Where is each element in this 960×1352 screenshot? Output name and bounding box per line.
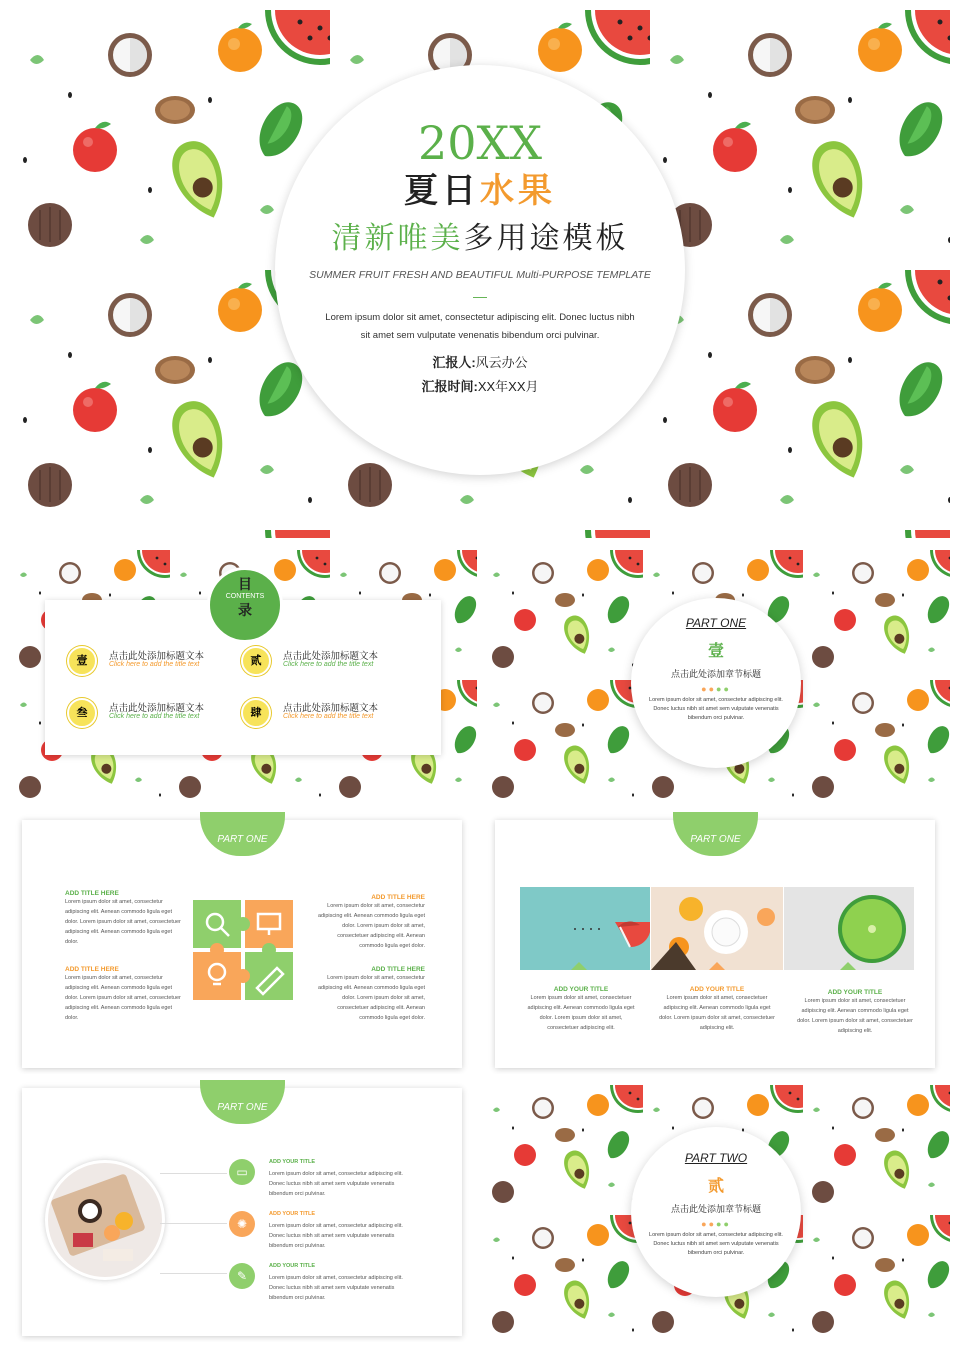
puzzle-slide: [10, 812, 477, 1074]
photo-arrow-2: [709, 962, 725, 970]
part-num: 贰: [707, 1178, 724, 1195]
contents-cn: 点击此处添加标题文本: [283, 651, 379, 662]
cover-circle: [275, 65, 685, 475]
contents-en: Click here to add the title text: [109, 713, 200, 720]
text-block-4: [312, 966, 425, 1023]
part-tab: PART ONE: [673, 812, 758, 856]
part-dots: ●●●●: [701, 684, 731, 694]
photos-slide: [483, 812, 950, 1074]
block-title: ADD TITLE HERE: [371, 894, 425, 901]
list-title: ADD YOUR TITLE: [269, 1211, 316, 1217]
pencil-icon: ✎: [229, 1263, 255, 1289]
list-body: Lorem ipsum dolor sit amet, consectetur adipiscing elit. Donec luctus nibh sit amet sem vulputate venenatis bibendum orci pulvinar.: [269, 1223, 403, 1249]
part-cn: 点击此处添加章节标题: [670, 669, 761, 679]
cover-subtitle-a: 清新唯美: [331, 222, 464, 255]
col-2: [658, 986, 776, 1033]
cover-time: [275, 375, 685, 399]
text-block-2: [65, 966, 185, 1023]
text-block-1: [65, 890, 185, 947]
part-body: Lorem ipsum dolor sit amet, consectetur adipiscing elit. Donec luctus nibh sit amet sem vulputate venenatis bibendum orci pulvinar.: [649, 1232, 783, 1256]
contents-en: Click here to add the title text: [283, 713, 374, 720]
contents-num: 叁: [76, 707, 88, 719]
col-title: ADD YOUR TITLE: [827, 989, 883, 996]
list-body: Lorem ipsum dolor sit amet, consectetur adipiscing elit. Donec luctus nibh sit amet sem vulputate venenatis bibendum orci pulvinar.: [269, 1275, 403, 1301]
reporter-value: 风云办公: [475, 355, 528, 370]
cover-year: 20XX: [417, 116, 543, 170]
cover-title-b: 水果: [480, 172, 556, 210]
text-block-3: [312, 894, 425, 951]
lime-slice-icon: [784, 887, 914, 970]
cover-slide: [10, 0, 950, 538]
part-num: 壹: [707, 643, 724, 660]
lemon-icon: ✺: [229, 1211, 255, 1237]
list-slide: [10, 1080, 477, 1342]
part-two-circle: [631, 1127, 801, 1297]
photo-arrow-3: [840, 962, 856, 970]
contents-en-label: CONTENTS: [225, 593, 265, 600]
block-title: ADD TITLE HERE: [65, 966, 119, 973]
col-title: ADD YOUR TITLE: [689, 986, 745, 993]
part-dots: ●●●●: [701, 1219, 731, 1229]
citrus-juice-icon: [651, 887, 783, 970]
contents-cn: 点击此处添加标题文本: [283, 703, 379, 714]
block-body: Lorem ipsum dolor sit amet, consectetur adipiscing elit. Aenean commodo ligula eget dolor. Lorem ipsum dolor sit amet, consectetuer adipiscing elit. Aenean commodo ligula eget dolor.: [317, 975, 425, 1021]
part-two-slide: [483, 1080, 950, 1342]
cover-title-a: 夏日: [404, 172, 480, 210]
contents-num: 贰: [250, 655, 262, 667]
block-body: Lorem ipsum dolor sit amet, consectetur adipiscing elit. Aenean commodo ligula eget dolor. Lorem ipsum dolor sit amet, consectetuer adipiscing elit. Aenean commodo ligula eget dolor.: [65, 899, 181, 945]
list-body: Lorem ipsum dolor sit amet, consectetur adipiscing elit. Donec luctus nibh sit amet sem vulputate venenatis bibendum orci pulvinar.: [269, 1171, 403, 1197]
block-body: Lorem ipsum dolor sit amet, consectetur adipiscing elit. Aenean commodo ligula eget dolor. Lorem ipsum dolor sit amet, consectetuer adipiscing elit. Aenean commodo ligula eget dolor.: [317, 903, 425, 949]
block-body: Lorem ipsum dolor sit amet, consectetur adipiscing elit. Aenean commodo ligula eget dolor. Lorem ipsum dolor sit amet, consectetuer adipiscing elit. Aenean commodo ligula eget dolor.: [65, 975, 181, 1021]
part-body: Lorem ipsum dolor sit amet, consectetur adipiscing elit. Donec luctus nibh sit amet sem vulputate venenatis bibendum orci pulvinar.: [649, 697, 783, 721]
part-label: PART ONE: [685, 616, 747, 630]
cover-english: SUMMER FRUIT FRESH AND BEAUTIFUL Multi-PURPOSE TEMPLATE: [309, 269, 651, 281]
col-3: [796, 989, 914, 1036]
lemon-icon: [241, 646, 271, 676]
contents-title-circle: [207, 567, 283, 643]
lemon-icon: [67, 698, 97, 728]
part-one-circle: [631, 598, 801, 768]
cover-subtitle-b: 多用途模板: [463, 222, 629, 255]
photo-watermelon: [520, 887, 650, 970]
connector-lines: [160, 1173, 227, 1273]
part-label: PART TWO: [684, 1151, 748, 1165]
cover-subtitle: [275, 217, 685, 261]
contents-title-b: 录: [238, 602, 252, 618]
list-title: ADD YOUR TITLE: [269, 1263, 316, 1269]
cover-body: Lorem ipsum dolor sit amet, consectetur adipiscing elit. Donec luctus nibh sit amet sem vulputate venenatis bibendum orci pulvinar.: [325, 312, 635, 341]
contents-num: 壹: [76, 655, 88, 667]
contents-en: Click here to add the title text: [283, 661, 374, 668]
cover-reporter: [275, 351, 685, 375]
contents-num: 肆: [250, 707, 262, 719]
cover-title: [275, 169, 685, 213]
breakfast-tray-icon: [48, 1163, 162, 1277]
contents-en: Click here to add the title text: [109, 661, 200, 668]
photo-arrow-1: [571, 962, 587, 970]
col-1: [525, 986, 637, 1033]
part-cn: 点击此处添加章节标题: [670, 1204, 761, 1214]
lemon-icon: [241, 698, 271, 728]
time-value: XX年XX月: [477, 379, 539, 394]
cover-dash: —: [473, 288, 487, 304]
photo-lime: [784, 887, 914, 970]
contents-title-a: 目: [238, 576, 252, 592]
block-title: ADD TITLE HERE: [371, 966, 425, 973]
block-title: ADD TITLE HERE: [65, 890, 119, 897]
part-tab: PART ONE: [200, 812, 285, 856]
lemon-icon: [67, 646, 97, 676]
contents-cn: 点击此处添加标题文本: [109, 703, 205, 714]
time-label: 汇报时间:: [421, 379, 478, 394]
contents-cn: 点击此处添加标题文本: [109, 651, 205, 662]
part-tab: PART ONE: [200, 1080, 285, 1124]
part-one-slide: [483, 545, 950, 807]
book-icon: ▭: [229, 1159, 255, 1185]
watermelon-slice-icon: [520, 887, 650, 970]
contents-slide: [10, 545, 477, 807]
col-body: Lorem ipsum dolor sit amet, consectetuer adipiscing elit. Aenean commodo ligula eget dolor. Lorem ipsum dolor sit amet, consectetuer adipiscing elit.: [659, 995, 775, 1031]
reporter-label: 汇报人:: [432, 355, 476, 370]
puzzle-graphic: [193, 900, 293, 1000]
col-title: ADD YOUR TITLE: [553, 986, 609, 993]
list-title: ADD YOUR TITLE: [269, 1159, 316, 1165]
col-body: Lorem ipsum dolor sit amet, consectetuer adipiscing elit. Aenean commodo ligula eget dolor. Lorem ipsum dolor sit amet, consectetuer adipiscing elit.: [797, 998, 913, 1034]
round-photo: [45, 1160, 165, 1280]
photo-citrus: [651, 887, 783, 970]
col-body: Lorem ipsum dolor sit amet, consectetuer adipiscing elit. Aenean commodo ligula eget dolor. Lorem ipsum dolor sit amet, consectetuer adipiscing elit.: [527, 995, 635, 1031]
